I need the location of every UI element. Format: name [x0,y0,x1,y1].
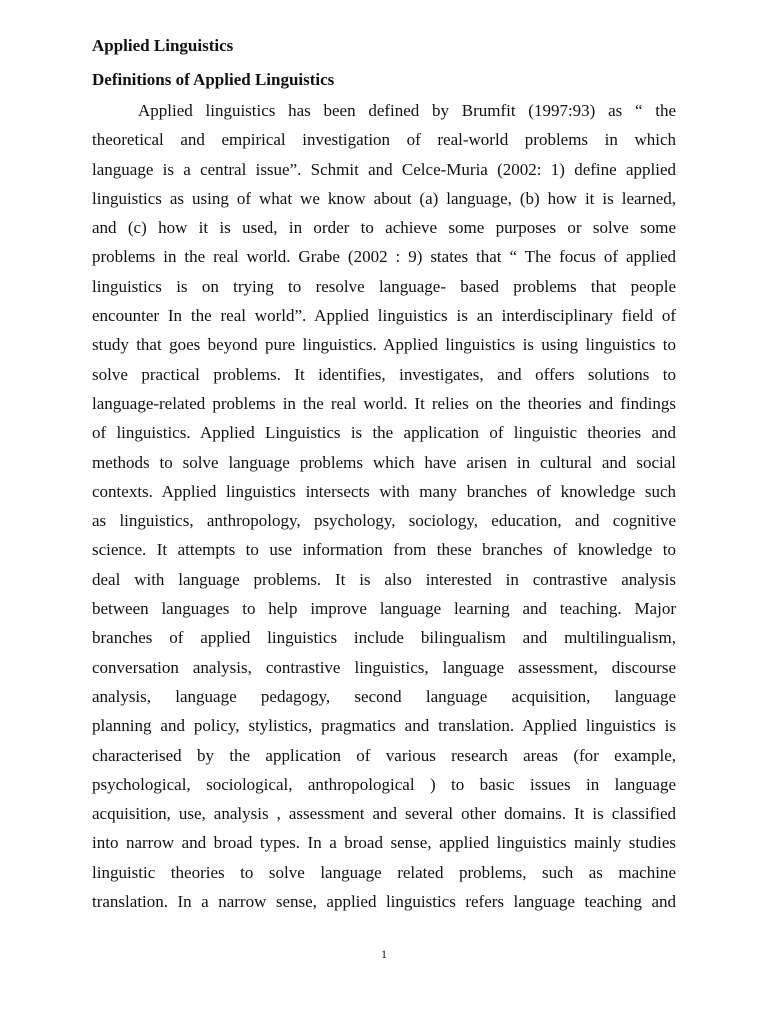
paragraph-line: as linguistics, anthropology, psychology, sociology, education, and cognitive [92,511,676,531]
paragraph-line: between languages to help improve language learning and teaching. Major [92,599,676,619]
paragraph-line: problems in the real world. Grabe (2002 : 9) states that “ The focus of applied [92,247,676,267]
body-paragraph [92,96,676,916]
paragraph-line: Applied linguistics has been defined by Brumfit (1997:93) as “ the [138,101,676,120]
paragraph-line: of linguistics. Applied Linguistics is the application of linguistic theories and [92,423,676,443]
section-heading: Definitions of Applied Linguistics [92,70,335,89]
document-title: Applied Linguistics [92,36,234,55]
paragraph-line: theoretical and empirical investigation of real-world problems in which [92,130,676,150]
paragraph-line: and (c) how it is used, in order to achieve some purposes or solve some [92,218,676,238]
paragraph-line: study that goes beyond pure linguistics. Applied linguistics is using linguistics to [92,335,676,355]
paragraph-line: language-related problems in the real world. It relies on the theories and findings [92,393,676,413]
paragraph-line: translation. In a narrow sense, applied linguistics refers language teaching and [92,892,676,912]
paragraph-line: psychological, sociological, anthropological ) to basic issues in language [92,774,676,794]
paragraph-line: characterised by the application of various research areas (for example, [92,745,676,765]
paragraph-line: contexts. Applied linguistics intersects with many branches of knowledge such [92,481,676,501]
paragraph-line: science. It attempts to use information from these branches of knowledge to [92,540,676,560]
paragraph-line: into narrow and broad types. In a broad sense, applied linguistics mainly studies [92,833,676,853]
paragraph-line: linguistics is on trying to resolve language- based problems that people [92,276,676,296]
paragraph-line: language is a central issue”. Schmit and Celce-Muria (2002: 1) define applied [92,159,676,179]
paragraph-line: linguistic theories to solve language related problems, such as machine [92,862,676,882]
paragraph-line: conversation analysis, contrastive linguistics, language assessment, discourse [92,657,676,677]
page-number: 1 [381,947,387,961]
paragraph-line: planning and policy, stylistics, pragmatics and translation. Applied linguistics is [92,716,676,736]
paragraph-line: analysis, language pedagogy, second language acquisition, language [92,686,676,706]
paragraph-line: linguistics as using of what we know about (a) language, (b) how it is learned, [92,188,676,208]
paragraph-line: acquisition, use, analysis , assessment and several other domains. It is classified [92,804,676,824]
paragraph-line: encounter In the real world”. Applied linguistics is an interdisciplinary field of [92,306,676,326]
paragraph-line: deal with language problems. It is also interested in contrastive analysis [92,569,676,589]
paragraph-line: solve practical problems. It identifies, investigates, and offers solutions to [92,364,676,384]
paragraph-line: branches of applied linguistics include bilingualism and multilingualism, [92,628,676,648]
paragraph-line: methods to solve language problems which have arisen in cultural and social [92,452,676,472]
